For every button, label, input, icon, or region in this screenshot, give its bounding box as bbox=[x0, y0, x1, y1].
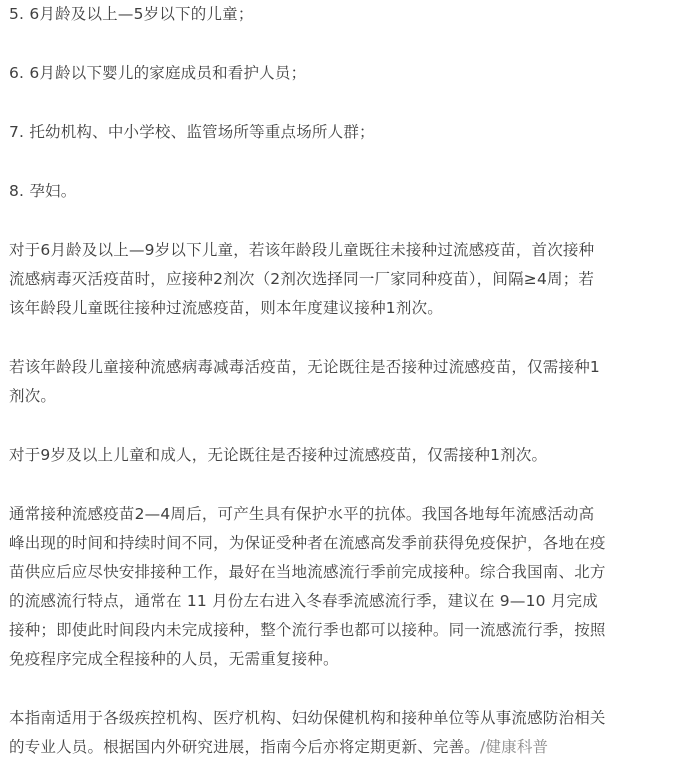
paragraph-line: 流感病毒灭活疫苗时，应接种2剂次（2剂次选择同一厂家同种疫苗），间隔≥4周；若 bbox=[9, 270, 595, 288]
paragraph-dose-children bbox=[9, 236, 669, 323]
paragraph-timing bbox=[9, 500, 669, 674]
paragraph-line bbox=[9, 733, 669, 762]
source-credit: /健康科普 bbox=[480, 738, 549, 756]
paragraph-adults bbox=[9, 441, 669, 470]
paragraph-line: 通常接种流感疫苗2—4周后，可产生具有保护水平的抗体。我国各地每年流感活动高 bbox=[9, 505, 595, 523]
paragraph-scope bbox=[9, 704, 669, 762]
paragraph-line: 的流感流行特点，通常在 11 月份左右进入冬春季流感流行季，建议在 9—10 月完成 bbox=[9, 592, 598, 610]
paragraph-line: 该年龄段儿童既往接种过流感疫苗，则本年度建议接种1剂次。 bbox=[9, 299, 443, 317]
list-item-7: 7. 托幼机构、中小学校、监管场所等重点场所人群； bbox=[9, 123, 375, 141]
paragraph-line-text: 的专业人员。根据国内外研究进展，指南今后亦将定期更新、完善。 bbox=[9, 738, 481, 756]
list-item-8: 8. 孕妇。 bbox=[9, 182, 77, 200]
paragraph-line: 剂次。 bbox=[9, 387, 57, 405]
paragraph-line: 本指南适用于各级疾控机构、医疗机构、妇幼保健机构和接种单位等从事流感防治相关 bbox=[9, 709, 606, 727]
paragraph-live-vaccine bbox=[9, 353, 669, 411]
paragraph-line: 对于9岁及以上儿童和成人，无论既往是否接种过流感疫苗，仅需接种1剂次。 bbox=[9, 446, 548, 464]
paragraph-line: 苗供应后应尽快安排接种工作，最好在当地流感流行季前完成接种。综合我国南、北方 bbox=[9, 563, 606, 581]
paragraph-line: 接种；即使此时间段内未完成接种，整个流行季也都可以接种。同一流感流行季，按照 bbox=[9, 621, 606, 639]
list-item-6: 6. 6月龄以下婴儿的家庭成员和看护人员； bbox=[9, 64, 307, 82]
article-body bbox=[9, 0, 669, 762]
paragraph-line: 峰出现的时间和持续时间不同，为保证受种者在流感高发季前获得免疫保护，各地在疫 bbox=[9, 534, 606, 552]
paragraph-line: 免疫程序完成全程接种的人员，无需重复接种。 bbox=[9, 650, 339, 668]
paragraph-line: 对于6月龄及以上—9岁以下儿童，若该年龄段儿童既往未接种过流感疫苗，首次接种 bbox=[9, 241, 595, 259]
paragraph-line: 若该年龄段儿童接种流感病毒减毒活疫苗，无论既往是否接种过流感疫苗，仅需接种1 bbox=[9, 358, 600, 376]
list-item-5: 5. 6月龄及以上—5岁以下的儿童； bbox=[9, 5, 254, 23]
